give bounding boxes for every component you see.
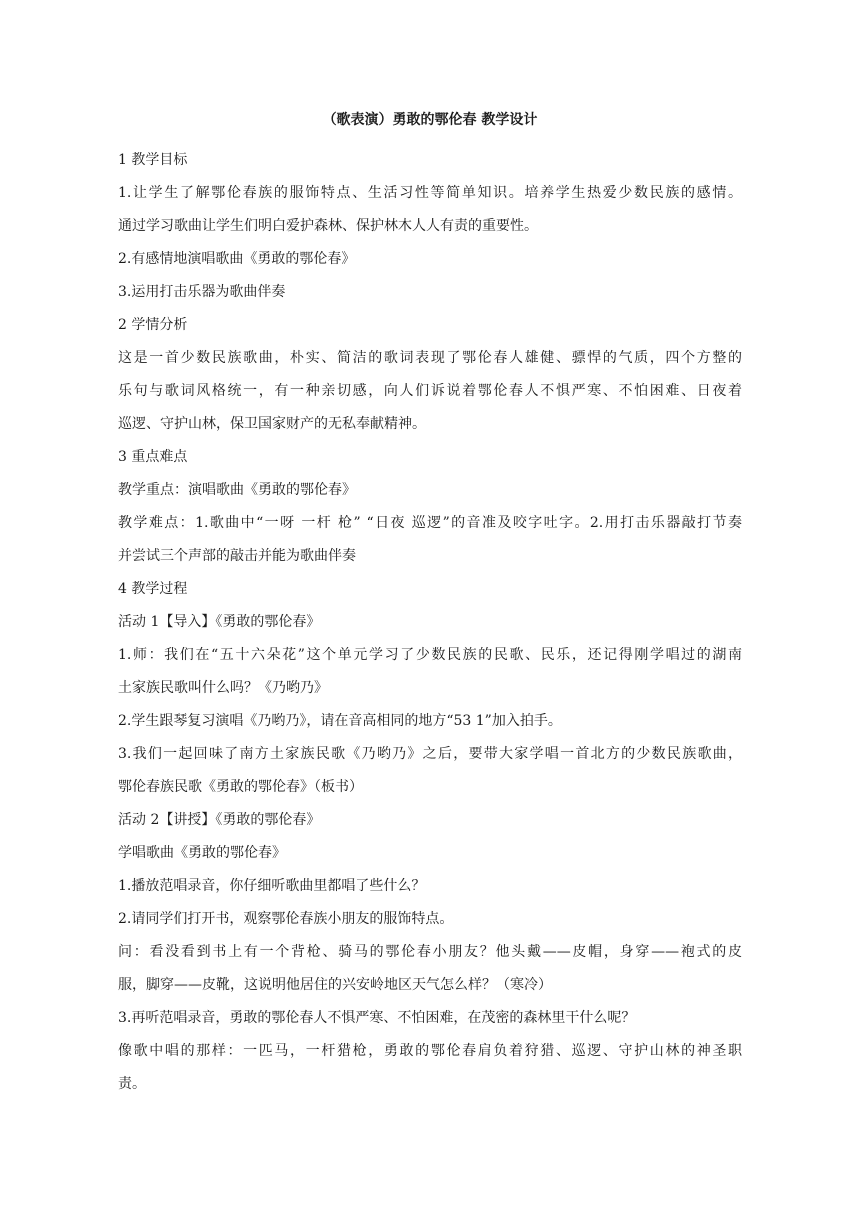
paragraph-line: 2.请同学们打开书，观察鄂伦春族小朋友的服饰特点。 xyxy=(118,911,454,927)
activity-heading: 活动 2【讲授】《勇敢的鄂伦春》 xyxy=(118,812,321,828)
paragraph-line: 鄂伦春族民歌《勇敢的鄂伦春》（板书） xyxy=(118,779,363,795)
paragraph-line: 巡逻、守护山林，保卫国家财产的无私奉献精神。 xyxy=(118,416,426,432)
paragraph-line: 乐句与歌词风格统一，有一种亲切感，向人们诉说着鄂伦春人不惧严寒、不怕困难、日夜着 xyxy=(118,383,742,399)
paragraph-line: 1.师：我们在“五十六朵花”这个单元学习了少数民族的民歌、民乐，还记得刚学唱过的湖南 xyxy=(118,647,742,663)
document-title: （歌表演）勇敢的鄂伦春 教学设计 xyxy=(322,112,538,128)
paragraph-line: 像歌中唱的那样：一匹马，一杆猎枪，勇敢的鄂伦春肩负着狩猎、巡逻、守护山林的神圣职 xyxy=(118,1043,742,1059)
document-page xyxy=(118,110,742,1101)
activity-heading: 活动 1【导入】《勇敢的鄂伦春》 xyxy=(118,614,321,630)
paragraph-line: 这是一首少数民族歌曲，朴实、简洁的歌词表现了鄂伦春人雄健、骠悍的气质，四个方整的 xyxy=(118,350,742,366)
paragraph-line: 并尝试三个声部的敲击并能为歌曲伴奏 xyxy=(118,548,356,564)
paragraph-line: 3.运用打击乐器为歌曲伴奏 xyxy=(118,284,286,300)
paragraph-line: 1.让学生了解鄂伦春族的服饰特点、生活习性等简单知识。培养学生热爱少数民族的感情。 xyxy=(118,185,742,201)
paragraph-line: 3.我们一起回味了南方土家族民歌《乃哟乃》之后，要带大家学唱一首北方的少数民族歌曲， xyxy=(118,746,742,762)
paragraph-line: 通过学习歌曲让学生们明白爱护森林、保护林木人人有责的重要性。 xyxy=(118,218,538,234)
paragraph-line: 责。 xyxy=(118,1076,146,1092)
heading-key-points: 3 重点难点 xyxy=(118,449,188,465)
paragraph-line: 教学重点：演唱歌曲《勇敢的鄂伦春》 xyxy=(118,482,356,498)
paragraph-line: 问：看没看到书上有一个背枪、骑马的鄂伦春小朋友？他头戴——皮帽，身穿——袍式的皮 xyxy=(118,944,742,960)
paragraph-line: 学唱歌曲《勇敢的鄂伦春》 xyxy=(118,845,286,861)
paragraph-line: 教学难点：1.歌曲中“一呀 一杆 枪” “日夜 巡逻”的音准及咬字吐字。2.用打击乐器敲打节奏 xyxy=(118,515,742,531)
heading-learner-analysis: 2 学情分析 xyxy=(118,317,188,333)
heading-objectives: 1 教学目标 xyxy=(118,152,188,168)
paragraph-line: 1.播放范唱录音，你仔细听歌曲里都唱了些什么？ xyxy=(118,878,426,894)
paragraph-line: 服，脚穿——皮靴，这说明他居住的兴安岭地区天气怎么样？（寒冷） xyxy=(118,977,552,993)
paragraph-line: 2.有感情地演唱歌曲《勇敢的鄂伦春》 xyxy=(118,251,356,267)
paragraph-line: 土家族民歌叫什么吗？《乃哟乃》 xyxy=(118,680,328,696)
paragraph-line: 3.再听范唱录音，勇敢的鄂伦春人不惧严寒、不怕困难，在茂密的森林里干什么呢？ xyxy=(118,1010,636,1026)
paragraph-line: 2.学生跟琴复习演唱《乃哟乃》，请在音高相同的地方“53 1”加入拍手。 xyxy=(118,713,562,729)
heading-teaching-process: 4 教学过程 xyxy=(118,581,188,597)
